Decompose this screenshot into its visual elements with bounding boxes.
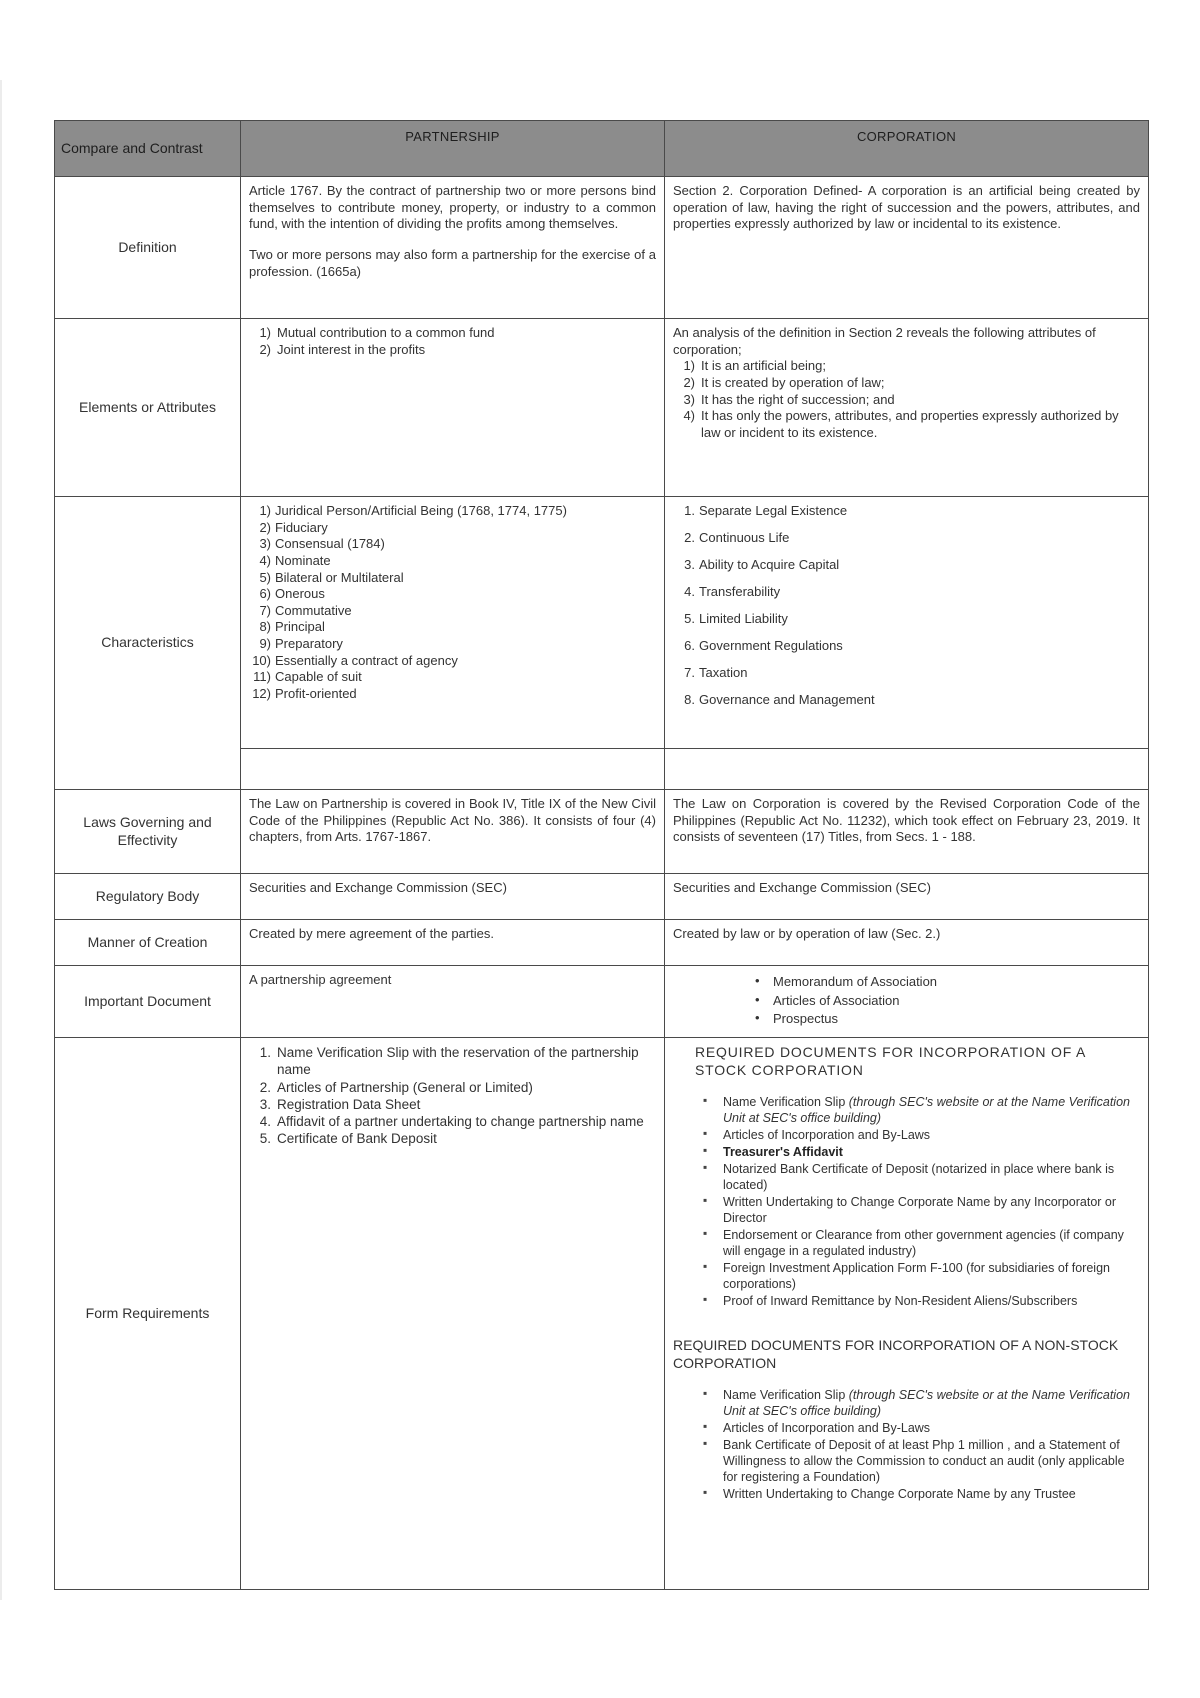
row-regulatory: [55, 874, 1149, 920]
list-item: ▪ Name Verification Slip (through SEC's website or at the Name Verification Unit at SEC's office building): [697, 1387, 1140, 1419]
list-item: 1) Juridical Person/Artificial Being (1768, 1774, 1775): [259, 503, 567, 518]
characteristics-list: [249, 503, 656, 703]
list-item: ▪ Notarized Bank Certificate of Deposit (notarized in place where bank is located): [697, 1161, 1140, 1193]
list-item: 3) It has the right of succession; and: [683, 391, 895, 407]
attributes-list: [673, 358, 1140, 441]
page-edge: [0, 80, 2, 1600]
list-item: ▪ Proof of Inward Remittance by Non-Resident Aliens/Subscribers: [697, 1293, 1140, 1309]
corporation-elements: [665, 319, 1149, 497]
list-item: • Articles of Association: [753, 993, 1140, 1010]
form-list: [249, 1044, 656, 1148]
list-item: 1) It is an artificial being;: [683, 358, 827, 374]
list-item: ▪ Bank Certificate of Deposit of at least Php 1 million , and a Statement of Willingness to allow the Commission to conduct an audit (only applicable for registering a Foundation): [697, 1437, 1140, 1485]
list-item: 2) Fiduciary: [259, 519, 328, 535]
partnership-definition: [241, 177, 665, 319]
list-item: 2. Continuous Life: [684, 530, 790, 545]
laws-text: The Law on Corporation is covered by the Revised Corporation Code of the Philippines (Republic Act No. 11232), which took effect on February 23, 2019. It consists of seventeen (17) Titles, from Secs. 1 - 188.: [673, 796, 1140, 845]
list-item: 2. Articles of Partnership (General or Limited): [259, 1079, 533, 1095]
header-row: [55, 121, 1149, 177]
partnership-document: A partnership agreement: [241, 966, 665, 1038]
row-form: [55, 1038, 1149, 1590]
list-item: 8. Governance and Management: [684, 692, 875, 707]
partnership-regulatory: Securities and Exchange Commission (SEC): [241, 874, 665, 920]
corporation-definition: [665, 177, 1149, 319]
definition-text: Two or more persons may also form a partnership for the exercise of a profession. (1665a): [249, 246, 656, 279]
label-form: Form Requirements: [55, 1038, 241, 1590]
row-document: [55, 966, 1149, 1038]
elements-intro: An analysis of the definition in Section 2 reveals the following attributes of corporation;: [673, 325, 1096, 357]
list-item: 2) It is created by operation of law;: [683, 374, 885, 390]
label-document: Important Document: [55, 966, 241, 1038]
partnership-elements: [241, 319, 665, 497]
list-item: 4) It has only the powers, attributes, and properties expressly authorized by law or incident to its existence.: [683, 408, 1119, 440]
laws-text: The Law on Partnership is covered in Book IV, Title IX of the New Civil Code of the Philippines (Republic Act No. 386). It consists of four (4) chapters, from Arts. 1767-1867.: [249, 796, 656, 845]
row-elements: [55, 319, 1149, 497]
row-laws: [55, 790, 1149, 874]
list-item: 2) Joint interest in the profits: [259, 341, 426, 357]
row-manner: [55, 920, 1149, 966]
label-definition: Definition: [55, 177, 241, 319]
list-item: • Memorandum of Association: [753, 974, 1140, 991]
corporation-document: [665, 966, 1149, 1038]
document-list: [753, 974, 1140, 1028]
list-item: ▪ Written Undertaking to Change Corporate Name by any Incorporator or Director: [697, 1194, 1140, 1226]
list-item: 9) Preparatory: [259, 636, 343, 651]
label-elements: Elements or Attributes: [55, 319, 241, 497]
corporation-form: [665, 1038, 1149, 1590]
partnership-manner: Created by mere agreement of the parties.: [241, 920, 665, 966]
list-item: 5. Certificate of Bank Deposit: [259, 1131, 437, 1147]
list-item: 6. Government Regulations: [684, 638, 843, 653]
label-laws: Laws Governing and Effectivity: [55, 790, 241, 874]
stock-requirements-title: REQUIRED DOCUMENTS FOR INCORPORATION OF A STOCK CORPORATION: [695, 1044, 1086, 1078]
list-item: ▪ Written Undertaking to Change Corporate Name by any Trustee: [697, 1486, 1140, 1502]
list-item: 6) Onerous: [259, 586, 325, 602]
list-item: ▪ Name Verification Slip (through SEC's website or at the Name Verification Unit at SEC's office building): [697, 1094, 1140, 1126]
list-item: ▪ Treasurer's Affidavit: [697, 1144, 1140, 1160]
empty-cell: [665, 749, 1149, 790]
corporation-regulatory: Securities and Exchange Commission (SEC): [665, 874, 1149, 920]
stock-requirements-list: [697, 1094, 1140, 1309]
definition-text: Section 2. Corporation Defined- A corporation is an artificial being created by operation of law, having the right of succession and the powers, attributes, and properties expressly authorized by law or incidental to its existence.: [673, 183, 1140, 232]
list-item: 7. Taxation: [684, 665, 748, 680]
list-item: 4. Affidavit of a partner undertaking to change partnership name: [259, 1114, 644, 1130]
list-item: 1) Mutual contribution to a common fund: [259, 325, 495, 340]
row-characteristics: [55, 497, 1149, 749]
partnership-laws: [241, 790, 665, 874]
header-partnership: PARTNERSHIP: [241, 121, 665, 177]
empty-cell: [241, 749, 665, 790]
list-item: 10) Essentially a contract of agency: [252, 652, 458, 668]
list-item: 3. Ability to Acquire Capital: [684, 557, 840, 572]
list-item: 4. Transferability: [684, 584, 781, 599]
list-item: 3. Registration Data Sheet: [259, 1096, 421, 1112]
list-item: ▪ Endorsement or Clearance from other government agencies (if company will engage in a regulated industry): [697, 1227, 1140, 1259]
elements-list: [249, 325, 656, 358]
list-item: 5. Limited Liability: [684, 611, 788, 626]
definition-text: Article 1767. By the contract of partnership two or more persons bind themselves to contribute money, property, or industry to a common fund, with the intention of dividing the profits among themselves.: [249, 183, 656, 232]
header-compare: Compare and Contrast: [55, 121, 241, 177]
label-regulatory: Regulatory Body: [55, 874, 241, 920]
list-item: 1. Separate Legal Existence: [684, 503, 848, 518]
corporation-manner: Created by law or by operation of law (Sec. 2.): [665, 920, 1149, 966]
list-item: ▪ Articles of Incorporation and By-Laws: [697, 1127, 1140, 1143]
label-manner: Manner of Creation: [55, 920, 241, 966]
list-item: • Prospectus: [753, 1011, 1140, 1028]
header-corporation: CORPORATION: [665, 121, 1149, 177]
partnership-form: [241, 1038, 665, 1590]
list-item: 11) Capable of suit: [253, 669, 362, 685]
list-item: 8) Principal: [259, 619, 325, 635]
list-item: 7) Commutative: [259, 602, 352, 618]
corporation-characteristics-list: [673, 503, 1140, 719]
list-item: 12) Profit-oriented: [252, 685, 357, 701]
list-item: 1. Name Verification Slip with the reservation of the partnership name: [259, 1045, 639, 1078]
corporation-characteristics: [665, 497, 1149, 749]
list-item: 4) Nominate: [259, 552, 331, 568]
comparison-table: [54, 120, 1149, 1590]
nonstock-requirements-list: [697, 1387, 1140, 1502]
list-item: 3) Consensual (1784): [259, 536, 385, 552]
list-item: 5) Bilateral or Multilateral: [259, 569, 404, 585]
nonstock-requirements-title: REQUIRED DOCUMENTS FOR INCORPORATION OF A NON-STOCK CORPORATION: [673, 1336, 1119, 1371]
corporation-laws: [665, 790, 1149, 874]
label-characteristics: Characteristics: [55, 497, 241, 790]
list-item: ▪ Foreign Investment Application Form F-100 (for subsidiaries of foreign corporations): [697, 1260, 1140, 1292]
list-item: ▪ Articles of Incorporation and By-Laws: [697, 1420, 1140, 1436]
row-definition: [55, 177, 1149, 319]
partnership-characteristics: [241, 497, 665, 749]
